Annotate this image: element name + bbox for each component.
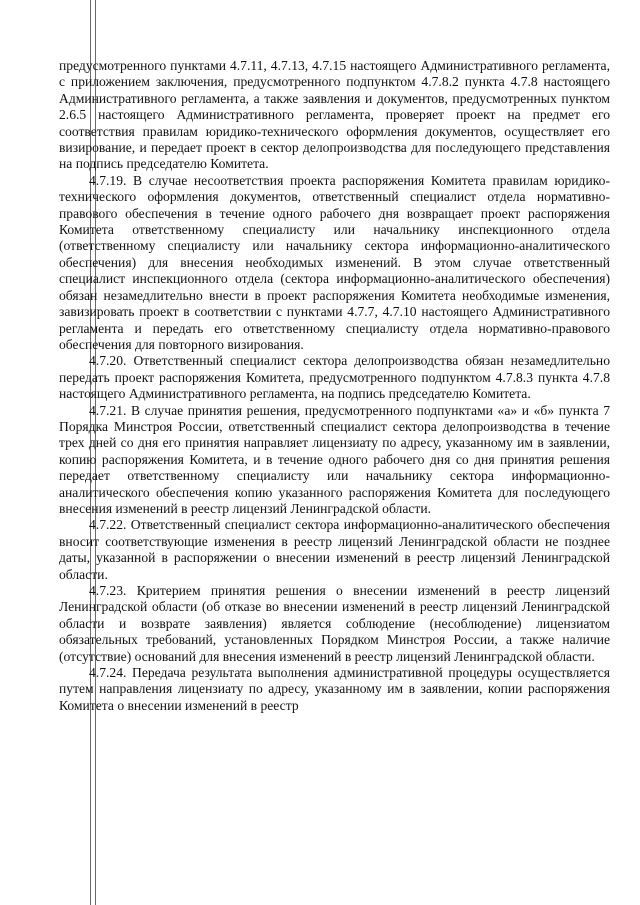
paragraph-4-7-20: 4.7.20. Ответственный специалист сектора делопроизводства обязан незамедлительно передать проект распоряжения Комитета, предусмотренного подпунктом 4.7.8.3 пункта 4.7.8 настоящего Административного регламента, на подпись председателю Комитета. <box>59 353 610 402</box>
paragraph-4-7-21: 4.7.21. В случае принятия решения, предусмотренного подпунктами «а» и «б» пункта 7 Порядка Минстроя России, ответственный специалист сектора делопроизводства в течение трех дней со дня его принятия направляет лицензиату по адресу, указанному им в заявлении, копию распоряжения Комитета, и в течение одного рабочего дня со дня принятия решения передает ответственному специалисту или начальнику сектора информационно-аналитического обеспечения копию указанного распоряжения Комитета для последующего внесения изменений в реестр лицензий Ленинградской области. <box>59 402 610 516</box>
paragraph-4-7-23: 4.7.23. Критерием принятия решения о внесении изменений в реестр лицензий Ленинградской области (об отказе во внесении изменений в реестр лицензий Ленинградской области и возврате заявления) является соблюдение (несоблюдение) лицензиатом обязательных требований, установленных Порядком Минстроя России, а также наличие (отсутствие) оснований для внесения изменений в реестр лицензий Ленинградской области. <box>59 583 610 664</box>
document-page <box>59 58 610 714</box>
paragraph-continuation: предусмотренного пунктами 4.7.11, 4.7.13, 4.7.15 настоящего Административного регламента, с приложением заключения, предусмотренного подпунктом 4.7.8.2 пункта 4.7.8 настоящего Административного регламента, а также заявления и документов, предусмотренных пунктом 2.6.5 настоящего Административного регламента, проверяет проект на предмет его соответствия правилам юридико-технического оформления документов, осуществляет его визирование, и передает проект в сектор делопроизводства для последующего представления на подпись председателю Комитета. <box>59 58 610 172</box>
paragraph-4-7-24: 4.7.24. Передача результата выполнения административной процедуры осуществляется путем направления лицензиату по адресу, указанному им в заявлении, копии распоряжения Комитета о внесении изменений в реестр <box>59 665 610 713</box>
paragraph-4-7-22: 4.7.22. Ответственный специалист сектора информационно-аналитического обеспечения вносит соответствующие изменения в реестр лицензий Ленинградской области не позднее даты, указанной в распоряжении о внесении изменений в реестр лицензий Ленинградской области. <box>59 517 610 582</box>
paragraph-4-7-19: 4.7.19. В случае несоответствия проекта распоряжения Комитета правилам юридико-технического оформления документов, ответственный специалист отдела нормативно-правового обеспечения в течение одного рабочего дня возвращает проект распоряжения Комитета ответственному специалисту или начальнику инспекционного отдела (ответственному специалисту или начальнику сектора информационно-аналитического обеспечения) для внесения необходимых изменений. В этом случае ответственный специалист инспекционного отдела (сектора информационно-аналитического обеспечения) обязан незамедлительно внести в проект распоряжения Комитета необходимые изменения, завизировать проект в соответствии с пунктами 4.7.7, 4.7.10 настоящего Административного регламента и передать его ответственному специалисту отдела нормативно-правового обеспечения для повторного визирования. <box>59 172 610 352</box>
